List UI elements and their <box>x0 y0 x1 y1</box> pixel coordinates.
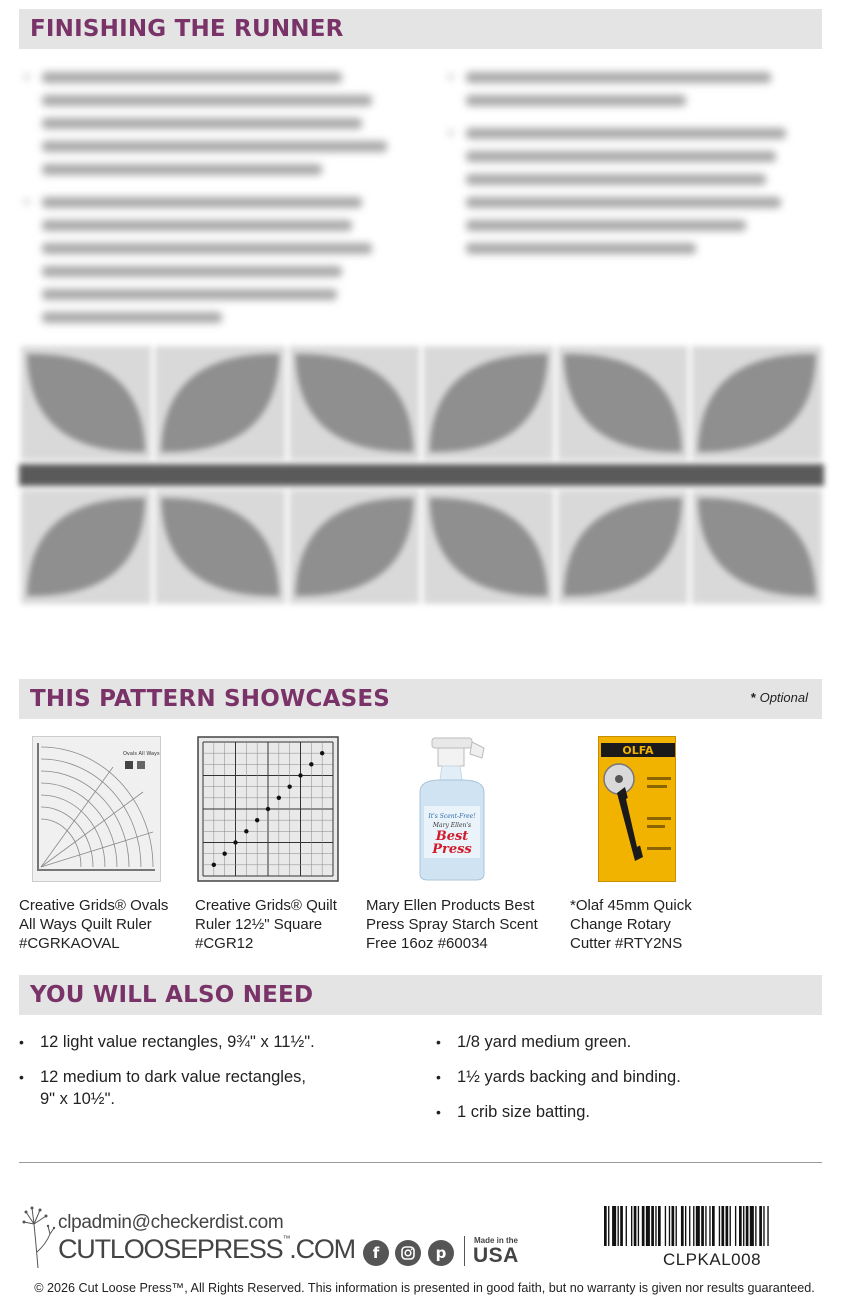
bottle-brand: Mary Ellen's <box>432 822 472 829</box>
need-item: • 1 crib size batting. <box>436 1101 816 1123</box>
needs-list-left <box>19 1031 419 1123</box>
finishing-instructions-right <box>446 66 806 270</box>
runner-block <box>424 490 554 604</box>
runner-block <box>21 490 151 604</box>
website-tm: ™ <box>282 1234 290 1243</box>
optional-label: Optional <box>759 690 808 705</box>
runner-block <box>289 346 419 460</box>
bottle-best: Best <box>435 829 469 844</box>
product-caption: Creative Grids® Quilt Ruler 12½" Square #CGR12 <box>195 897 337 952</box>
contact-email-link[interactable]: clpadmin@checkerdist.com <box>58 1212 284 1233</box>
olfa-brand-label: OLFA <box>622 744 654 757</box>
product-olfa-cutter[interactable] <box>570 736 730 952</box>
need-item: • 1½ yards backing and binding. <box>436 1066 816 1088</box>
product-caption: Mary Ellen Products Best Press Spray Starch Scent Free 16oz #60034 <box>366 897 538 952</box>
need-item: • 12 light value rectangles, 9¾" x 11½". <box>19 1031 419 1053</box>
runner-block <box>424 346 554 460</box>
runner-block <box>558 346 688 460</box>
showcase-section-header <box>19 679 822 719</box>
product-sku: CLPKAL008 <box>662 1250 762 1269</box>
website-link[interactable] <box>58 1234 355 1265</box>
copyright-notice: © 2026 Cut Loose Press™, All Rights Reserved. This information is presented in good faith, but no warranty is given nor results guaranteed. <box>34 1281 815 1295</box>
ruler-title-label: Ovals All Ways <box>123 751 160 757</box>
showcase-section-title: THIS PATTERN SHOWCASES <box>30 686 391 712</box>
finishing-instructions-left <box>22 66 402 339</box>
runner-block <box>558 490 688 604</box>
finishing-section-header <box>19 9 822 49</box>
best-press-bottle-image <box>412 736 492 882</box>
optional-note <box>751 690 808 705</box>
dandelion-logo-icon <box>20 1204 56 1268</box>
ovals-ruler-image <box>32 736 161 882</box>
made-in-label: Made in the <box>474 1236 519 1245</box>
barcode-icon <box>604 1206 820 1246</box>
runner-block <box>289 490 419 604</box>
product-best-press[interactable] <box>366 736 556 952</box>
bottle-tagline: It's Scent-Free! <box>428 813 476 820</box>
need-item: • 1/8 yard medium green. <box>436 1031 816 1053</box>
instruction-item <box>22 66 402 181</box>
instruction-item <box>446 122 806 260</box>
pinterest-icon[interactable]: p <box>428 1240 454 1266</box>
runner-block <box>692 346 822 460</box>
website-name: CUTLOOSEPRESS <box>58 1234 283 1264</box>
facebook-icon[interactable]: f <box>363 1240 389 1266</box>
finishing-section-title: FINISHING THE RUNNER <box>30 16 344 42</box>
product-caption: Creative Grids® Ovals All Ways Quilt Ruler #CGRKAOVAL <box>19 897 169 952</box>
instagram-icon[interactable] <box>395 1240 421 1266</box>
need-section-title: YOU WILL ALSO NEED <box>30 982 314 1008</box>
square-ruler-image <box>197 736 339 882</box>
instruction-item <box>22 191 402 329</box>
need-item: • 12 medium to dark value rectangles, 9" x 10½". <box>19 1066 419 1110</box>
runner-block <box>155 346 285 460</box>
usa-label: USA <box>473 1244 519 1267</box>
product-ovals-ruler[interactable] <box>19 736 184 952</box>
runner-block <box>692 490 822 604</box>
instruction-item <box>446 66 806 112</box>
product-square-ruler[interactable] <box>195 736 355 952</box>
olfa-cutter-image <box>598 736 676 882</box>
runner-block <box>21 346 151 460</box>
website-suffix: .COM <box>289 1234 355 1264</box>
product-caption: *Olaf 45mm Quick Change Rotary Cutter #RTY2NS <box>570 897 692 952</box>
footer-divider <box>19 1162 822 1163</box>
needs-list-right <box>436 1031 816 1136</box>
runner-block <box>155 490 285 604</box>
need-section-header <box>19 975 822 1015</box>
runner-preview-image <box>19 344 824 606</box>
made-in-usa-divider <box>464 1236 465 1266</box>
bottle-press: Press <box>432 842 472 857</box>
optional-star: * <box>750 690 756 705</box>
runner-sashing <box>19 464 824 486</box>
